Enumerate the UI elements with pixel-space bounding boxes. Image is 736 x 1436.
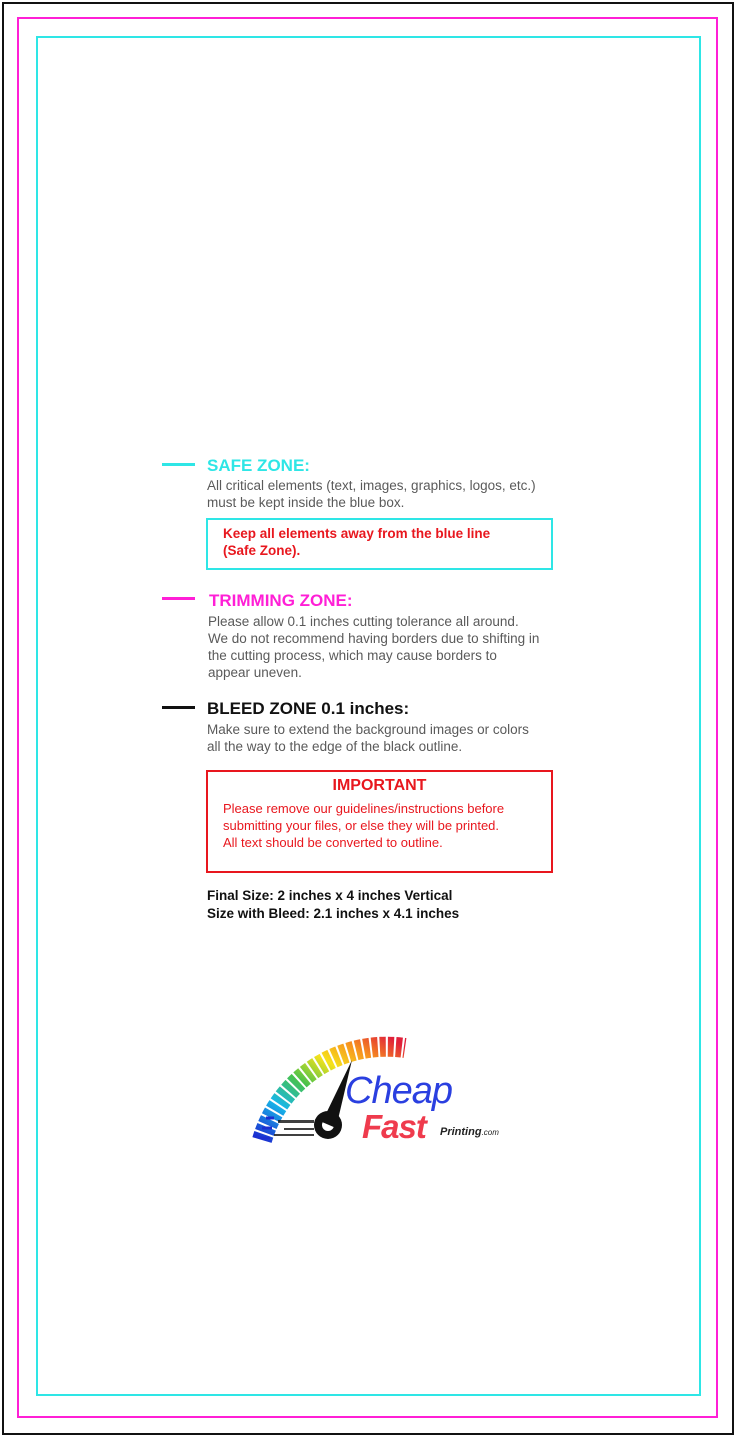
safe-zone-note-box: [206, 518, 553, 570]
cheapfastprinting-logo: [250, 1030, 520, 1155]
logo-word-printing: [440, 1126, 499, 1138]
important-title: IMPORTANT: [332, 777, 427, 794]
logo-word-cheap: Cheap: [345, 1070, 452, 1112]
trimming-zone-legend-dash: [162, 597, 195, 600]
important-box: [206, 770, 553, 873]
final-size: Final Size: 2 inches x 4 inches Vertical: [207, 888, 453, 903]
safe-zone-title: SAFE ZONE:: [207, 456, 310, 475]
bleed-zone-description: Make sure to extend the background images or colors all the way to the edge of the black outline.: [207, 722, 529, 754]
bleed-size: Size with Bleed: 2.1 inches x 4.1 inches: [207, 906, 460, 921]
bleed-zone-title: BLEED ZONE 0.1 inches:: [207, 699, 410, 718]
important-body: Please remove our guidelines/instructions before submitting your files, or else they will be printed. All text should be converted to outline.: [223, 801, 505, 850]
safe-zone-description: All critical elements (text, images, graphics, logos, etc.) must be kept inside the blue box.: [207, 478, 536, 510]
trimming-zone-description: Please allow 0.1 inches cutting tolerance all around. We do not recommend having borders due to shifting in the cutting process, which may cause borders to appear uneven.: [208, 614, 540, 680]
safe-zone-legend-dash: [162, 463, 195, 466]
logo-domain-text: .com: [481, 1128, 499, 1137]
bleed-zone-legend-dash: [162, 706, 195, 709]
size-info: [207, 887, 459, 923]
safe-zone-note: Keep all elements away from the blue line (Safe Zone).: [223, 526, 491, 558]
trimming-zone-title: TRIMMING ZONE:: [209, 591, 353, 610]
logo-printing-text: Printing: [440, 1126, 482, 1138]
speed-streaks: [274, 1120, 314, 1136]
logo-word-fast: Fast: [362, 1108, 426, 1145]
